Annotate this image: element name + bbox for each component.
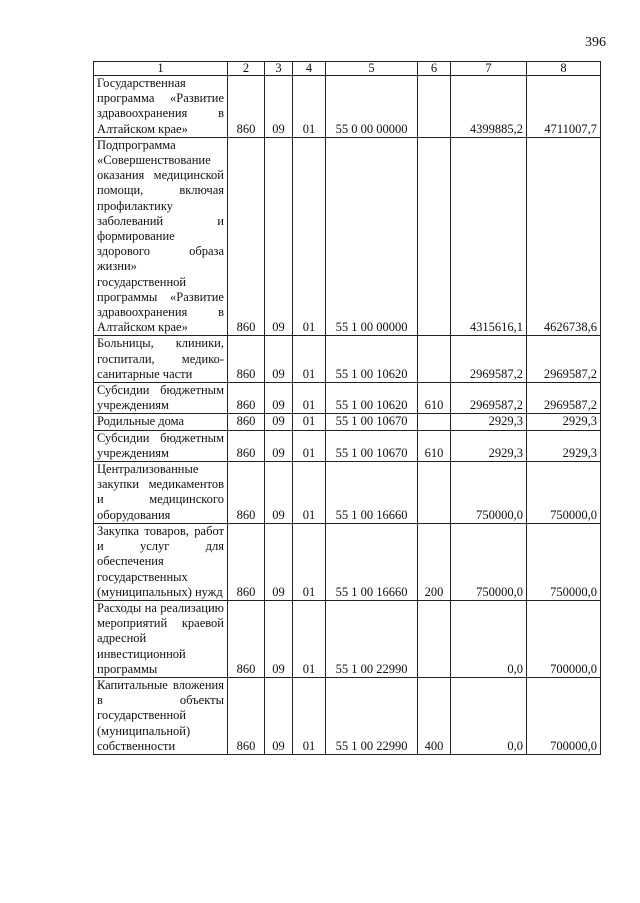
row-name: Субсидии бюджетным учреждениям (94, 430, 228, 461)
expense-type-code: 200 (418, 523, 451, 600)
ved-code: 860 (228, 430, 265, 461)
amount-col8: 750000,0 (527, 523, 601, 600)
ved-code: 860 (228, 600, 265, 677)
ved-code: 860 (228, 677, 265, 754)
amount-col8: 750000,0 (527, 462, 601, 524)
expense-type-code (418, 414, 451, 430)
table-row (94, 414, 601, 430)
ved-code: 860 (228, 462, 265, 524)
target-article-code: 55 0 00 00000 (326, 76, 418, 138)
amount-col7: 0,0 (451, 677, 527, 754)
expense-type-code: 400 (418, 677, 451, 754)
budget-table (93, 61, 601, 755)
section-code: 09 (265, 414, 293, 430)
target-article-code: 55 1 00 10620 (326, 336, 418, 383)
section-code: 09 (265, 383, 293, 414)
subsection-code: 01 (293, 383, 326, 414)
expense-type-code (418, 462, 451, 524)
column-header: 5 (326, 62, 418, 76)
expense-type-code: 610 (418, 383, 451, 414)
amount-col7: 4315616,1 (451, 137, 527, 336)
expense-type-code (418, 600, 451, 677)
column-header: 2 (228, 62, 265, 76)
table-row (94, 523, 601, 600)
target-article-code: 55 1 00 00000 (326, 137, 418, 336)
subsection-code: 01 (293, 430, 326, 461)
row-name: Родильные дома (94, 414, 228, 430)
subsection-code: 01 (293, 677, 326, 754)
table-row (94, 137, 601, 336)
subsection-code: 01 (293, 336, 326, 383)
amount-col8: 4626738,6 (527, 137, 601, 336)
subsection-code: 01 (293, 462, 326, 524)
ved-code: 860 (228, 336, 265, 383)
amount-col7: 750000,0 (451, 523, 527, 600)
table-row (94, 677, 601, 754)
amount-col7: 750000,0 (451, 462, 527, 524)
amount-col7: 4399885,2 (451, 76, 527, 138)
table-row (94, 383, 601, 414)
column-header: 4 (293, 62, 326, 76)
amount-col7: 2929,3 (451, 414, 527, 430)
amount-col8: 700000,0 (527, 600, 601, 677)
subsection-code: 01 (293, 414, 326, 430)
section-code: 09 (265, 523, 293, 600)
target-article-code: 55 1 00 10670 (326, 414, 418, 430)
section-code: 09 (265, 462, 293, 524)
target-article-code: 55 1 00 16660 (326, 462, 418, 524)
expense-type-code (418, 137, 451, 336)
column-header: 1 (94, 62, 228, 76)
page-number: 396 (585, 35, 606, 50)
target-article-code: 55 1 00 22990 (326, 677, 418, 754)
section-code: 09 (265, 430, 293, 461)
amount-col8: 2969587,2 (527, 336, 601, 383)
subsection-code: 01 (293, 523, 326, 600)
amount-col7: 0,0 (451, 600, 527, 677)
section-code: 09 (265, 76, 293, 138)
section-code: 09 (265, 600, 293, 677)
table-row (94, 430, 601, 461)
row-name: Государственная программа «Развитие здравоохранения в Алтайском крае» (94, 76, 228, 138)
expense-type-code (418, 336, 451, 383)
row-name: Расходы на реализацию мероприятий краевой адресной инвестиционной программы (94, 600, 228, 677)
target-article-code: 55 1 00 10620 (326, 383, 418, 414)
column-header: 6 (418, 62, 451, 76)
amount-col7: 2969587,2 (451, 383, 527, 414)
expense-type-code (418, 76, 451, 138)
subsection-code: 01 (293, 600, 326, 677)
ved-code: 860 (228, 414, 265, 430)
amount-col8: 2929,3 (527, 430, 601, 461)
header-row (94, 62, 601, 76)
section-code: 09 (265, 677, 293, 754)
row-name: Субсидии бюджетным учреждениям (94, 383, 228, 414)
column-header: 3 (265, 62, 293, 76)
row-name: Больницы, клиники, госпитали, медико-санитарные части (94, 336, 228, 383)
amount-col8: 4711007,7 (527, 76, 601, 138)
subsection-code: 01 (293, 137, 326, 336)
amount-col8: 700000,0 (527, 677, 601, 754)
target-article-code: 55 1 00 16660 (326, 523, 418, 600)
row-name: Централизованные закупки медикаментов и медицинского оборудования (94, 462, 228, 524)
column-header: 8 (527, 62, 601, 76)
target-article-code: 55 1 00 10670 (326, 430, 418, 461)
section-code: 09 (265, 336, 293, 383)
ved-code: 860 (228, 76, 265, 138)
ved-code: 860 (228, 383, 265, 414)
subsection-code: 01 (293, 76, 326, 138)
expense-type-code: 610 (418, 430, 451, 461)
amount-col8: 2969587,2 (527, 383, 601, 414)
ved-code: 860 (228, 137, 265, 336)
table-row (94, 600, 601, 677)
table-row (94, 462, 601, 524)
amount-col7: 2969587,2 (451, 336, 527, 383)
amount-col8: 2929,3 (527, 414, 601, 430)
row-name: Закупка товаров, работ и услуг для обеспечения государственных (муниципальных) нужд (94, 523, 228, 600)
target-article-code: 55 1 00 22990 (326, 600, 418, 677)
table-row (94, 76, 601, 138)
amount-col7: 2929,3 (451, 430, 527, 461)
ved-code: 860 (228, 523, 265, 600)
row-name: Подпрограмма «Совершенствование оказания медицинской помощи, включая профилактику заболеваний и формирование здорового образа жизни» государственной программы «Развитие здравоохранения в Алтайском крае» (94, 137, 228, 336)
table-row (94, 336, 601, 383)
section-code: 09 (265, 137, 293, 336)
row-name: Капитальные вложения в объекты государственной (муниципальной) собственности (94, 677, 228, 754)
column-header: 7 (451, 62, 527, 76)
